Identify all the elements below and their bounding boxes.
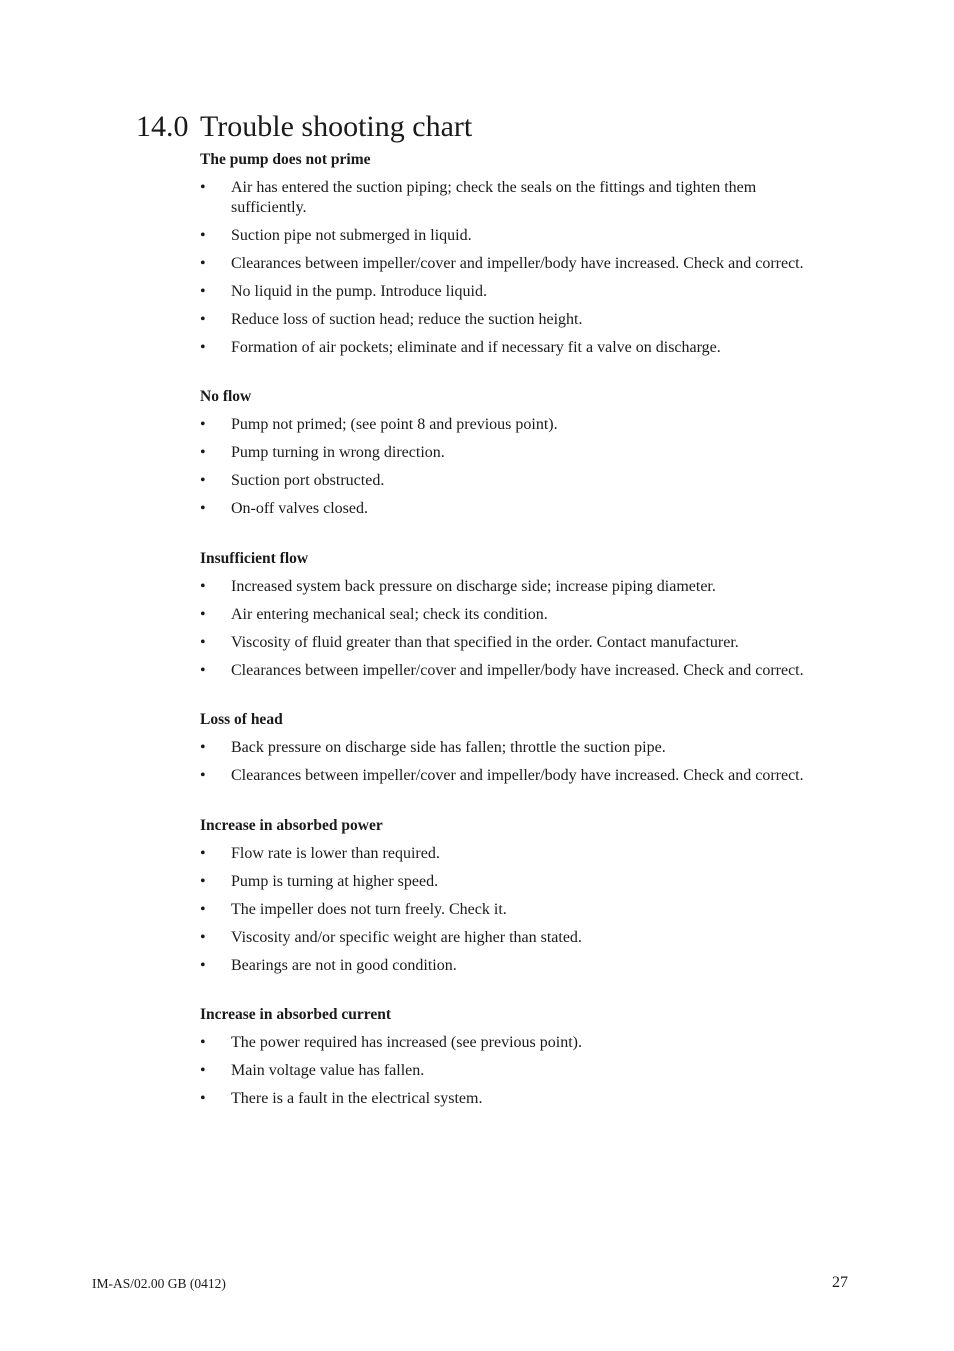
bullet-icon: • <box>200 872 206 890</box>
bullet-item <box>200 928 810 948</box>
bullet-item <box>200 471 810 491</box>
bullet-icon: • <box>200 661 206 679</box>
bullet-icon: • <box>200 500 206 517</box>
bullet-text: Clearances between impeller/cover and impeller/body have increased. Check and correct. <box>231 767 804 784</box>
section <box>200 549 810 681</box>
bullet-text: Clearances between impeller/cover and impeller/body have increased. Check and correct. <box>231 661 804 679</box>
bullet-icon: • <box>200 416 206 433</box>
bullet-item <box>200 738 810 758</box>
bullet-item <box>200 443 810 463</box>
section <box>200 150 810 357</box>
bullet-item <box>200 661 810 681</box>
bullet-icon: • <box>200 739 206 756</box>
bullet-icon: • <box>200 338 206 356</box>
bullet-icon: • <box>200 444 206 461</box>
bullet-list <box>200 178 810 357</box>
bullet-icon: • <box>200 928 206 946</box>
document-code: IM-AS/02.00 GB (0412) <box>92 1276 226 1291</box>
bullet-item <box>200 415 810 435</box>
bullet-text: Pump is turning at higher speed. <box>231 872 439 890</box>
bullet-item <box>200 1033 810 1053</box>
bullet-text: On-off valves closed. <box>231 500 368 517</box>
bullet-item <box>200 1089 810 1109</box>
bullet-item <box>200 577 810 597</box>
section-heading: Increase in absorbed current <box>200 1006 392 1023</box>
bullet-text: Increased system back pressure on discharge side; increase piping diameter. <box>231 577 716 595</box>
section-heading: Loss of head <box>200 711 283 728</box>
bullet-text: Flow rate is lower than required. <box>231 844 440 862</box>
bullet-icon: • <box>200 179 206 196</box>
bullet-text: No liquid in the pump. Introduce liquid. <box>231 282 487 300</box>
bullet-text: Pump turning in wrong direction. <box>231 444 445 461</box>
bullet-item <box>200 226 810 246</box>
section <box>200 1005 810 1109</box>
section-title: Trouble shooting chart <box>200 110 473 143</box>
bullet-icon: • <box>200 956 206 974</box>
bullet-item <box>200 1061 810 1081</box>
page-title <box>136 108 472 146</box>
bullet-text: There is a fault in the electrical system. <box>231 1090 483 1107</box>
bullet-text: Formation of air pockets; eliminate and if necessary fit a valve on discharge. <box>231 338 721 356</box>
bullet-list <box>200 1033 810 1109</box>
section-heading: The pump does not prime <box>200 151 371 168</box>
bullet-item <box>200 900 810 920</box>
bullet-icon: • <box>200 254 206 272</box>
bullet-icon: • <box>200 900 206 918</box>
section-number: 14.0 <box>136 110 189 143</box>
bullet-item <box>200 282 810 302</box>
bullet-list <box>200 577 810 681</box>
trouble-shooting-content <box>200 150 810 1139</box>
bullet-text: Viscosity of fluid greater than that specified in the order. Contact manufacturer. <box>231 633 739 651</box>
bullet-text: Pump not primed; (see point 8 and previous point). <box>231 416 558 433</box>
bullet-item <box>200 633 810 653</box>
bullet-icon: • <box>200 472 206 489</box>
bullet-item <box>200 499 810 519</box>
bullet-text: The power required has increased (see previous point). <box>231 1034 582 1051</box>
bullet-icon: • <box>200 767 206 784</box>
bullet-icon: • <box>200 605 206 623</box>
bullet-icon: • <box>200 310 206 328</box>
bullet-text: Clearances between impeller/cover and impeller/body have increased. Check and correct. <box>231 254 804 272</box>
bullet-icon: • <box>200 1034 206 1051</box>
bullet-icon: • <box>200 1062 206 1079</box>
bullet-icon: • <box>200 282 206 300</box>
bullet-item <box>200 605 810 625</box>
bullet-text: Main voltage value has fallen. <box>231 1062 425 1079</box>
bullet-list <box>200 415 810 519</box>
bullet-icon: • <box>200 844 206 862</box>
bullet-text: Viscosity and/or specific weight are higher than stated. <box>231 928 582 946</box>
bullet-text: Suction pipe not submerged in liquid. <box>231 226 472 244</box>
section-heading: Increase in absorbed power <box>200 816 383 834</box>
bullet-icon: • <box>200 577 206 595</box>
bullet-item <box>200 254 810 274</box>
bullet-item <box>200 178 810 217</box>
section <box>200 816 810 976</box>
bullet-text: The impeller does not turn freely. Check it. <box>231 900 507 918</box>
bullet-text: Suction port obstructed. <box>231 472 385 489</box>
bullet-icon: • <box>200 633 206 651</box>
bullet-text: Reduce loss of suction head; reduce the suction height. <box>231 310 583 328</box>
bullet-item <box>200 310 810 330</box>
bullet-icon: • <box>200 1090 206 1107</box>
bullet-list <box>200 738 810 786</box>
bullet-text: Bearings are not in good condition. <box>231 956 457 974</box>
bullet-text: Back pressure on discharge side has fallen; throttle the suction pipe. <box>231 739 666 756</box>
section <box>200 710 810 786</box>
bullet-item <box>200 338 810 358</box>
section-heading: Insufficient flow <box>200 549 309 567</box>
bullet-list <box>200 844 810 976</box>
bullet-icon: • <box>200 226 206 244</box>
section <box>200 387 810 519</box>
bullet-item <box>200 844 810 864</box>
bullet-text: Air entering mechanical seal; check its condition. <box>231 605 548 623</box>
page-number: 27 <box>832 1274 848 1291</box>
bullet-text: Air has entered the suction piping; check the seals on the fittings and tighten them sufficiently. <box>231 179 757 216</box>
section-heading: No flow <box>200 388 252 405</box>
bullet-item <box>200 766 810 786</box>
bullet-item <box>200 956 810 976</box>
bullet-item <box>200 872 810 892</box>
